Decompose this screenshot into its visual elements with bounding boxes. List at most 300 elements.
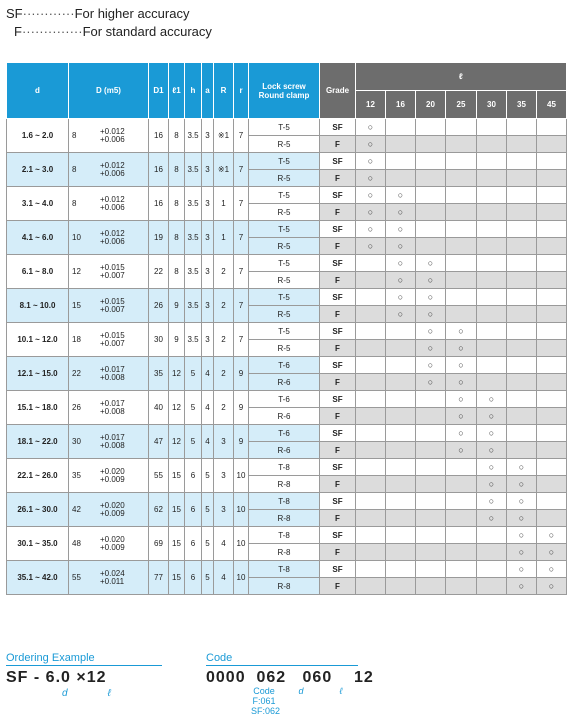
- availability-mark-12: [356, 561, 386, 578]
- availability-mark-12: [356, 459, 386, 476]
- availability-mark-30: ○: [477, 459, 507, 476]
- code-part-3: 060: [302, 669, 333, 686]
- code-divider: [206, 665, 358, 666]
- tolerance-upper: +0.015: [100, 296, 125, 306]
- cell-r: 9: [234, 357, 249, 391]
- availability-mark-45: [537, 255, 567, 272]
- cell-D-group: [69, 527, 149, 561]
- code-note-f: F:061: [252, 696, 276, 706]
- availability-mark-35: [507, 170, 537, 187]
- cell-r: 9: [234, 391, 249, 425]
- code-title: Code: [206, 652, 233, 664]
- table-row: [7, 153, 567, 170]
- cell-l1: 12: [169, 357, 185, 391]
- availability-mark-30: ○: [477, 476, 507, 493]
- availability-mark-16: ○: [386, 204, 416, 221]
- tolerance-lower: +0.008: [100, 440, 125, 450]
- col-lock: [249, 63, 320, 119]
- tolerance-upper: +0.020: [100, 534, 125, 544]
- availability-mark-35: ○: [507, 561, 537, 578]
- availability-mark-20: [416, 408, 446, 425]
- availability-mark-45: [537, 119, 567, 136]
- tolerance-lower: +0.006: [100, 134, 125, 144]
- ordering-sub-d: d: [62, 688, 68, 699]
- availability-mark-16: [386, 374, 416, 391]
- cell-a: 4: [202, 425, 214, 459]
- availability-mark-16: ○: [386, 272, 416, 289]
- tolerance-upper: +0.017: [100, 398, 125, 408]
- cell-lock-screw: T-5: [249, 255, 320, 272]
- availability-mark-30: ○: [477, 425, 507, 442]
- cell-h: 5: [185, 357, 202, 391]
- cell-l1: 8: [169, 187, 185, 221]
- cell-r: 7: [234, 323, 249, 357]
- cell-a: 5: [202, 561, 214, 595]
- cell-r: 7: [234, 289, 249, 323]
- availability-mark-35: ○: [507, 493, 537, 510]
- cell-l1: 12: [169, 425, 185, 459]
- availability-mark-30: ○: [477, 442, 507, 459]
- cell-D1: 40: [149, 391, 169, 425]
- availability-mark-20: [416, 136, 446, 153]
- cell-tolerance: [100, 298, 125, 314]
- availability-mark-25: [446, 306, 477, 323]
- table-row: [7, 119, 567, 136]
- cell-d: 15.1 ~ 18.0: [7, 391, 69, 425]
- availability-mark-20: ○: [416, 272, 446, 289]
- table-row: [7, 391, 567, 408]
- cell-tolerance: [100, 128, 125, 144]
- cell-grade: F: [320, 476, 356, 493]
- cell-D: 30: [72, 437, 81, 446]
- availability-mark-45: [537, 238, 567, 255]
- availability-mark-12: [356, 510, 386, 527]
- availability-mark-30: [477, 238, 507, 255]
- cell-grade: F: [320, 408, 356, 425]
- tolerance-lower: +0.006: [100, 168, 125, 178]
- cell-D: 26: [72, 403, 81, 412]
- cell-tolerance: [100, 332, 125, 348]
- availability-mark-12: [356, 442, 386, 459]
- table-row: [7, 187, 567, 204]
- tolerance-upper: +0.020: [100, 466, 125, 476]
- cell-r: 7: [234, 119, 249, 153]
- cell-round-clamp: R-8: [249, 510, 320, 527]
- availability-mark-45: [537, 340, 567, 357]
- availability-mark-45: [537, 459, 567, 476]
- cell-tolerance: [100, 434, 125, 450]
- tolerance-lower: +0.011: [100, 576, 125, 586]
- ordering-example-value: SF - 6.0 ×12: [6, 669, 107, 686]
- cell-grade: SF: [320, 323, 356, 340]
- availability-mark-12: ○: [356, 153, 386, 170]
- cell-D1: 62: [149, 493, 169, 527]
- cell-tolerance: [100, 230, 125, 246]
- code-part-4: 12: [354, 669, 374, 686]
- availability-mark-25: ○: [446, 408, 477, 425]
- table-row: [7, 357, 567, 374]
- availability-mark-35: [507, 272, 537, 289]
- tolerance-lower: +0.007: [100, 304, 125, 314]
- availability-mark-35: [507, 357, 537, 374]
- cell-lock-screw: T-8: [249, 493, 320, 510]
- cell-D1: 35: [149, 357, 169, 391]
- availability-mark-45: [537, 425, 567, 442]
- col-length-12: 12: [356, 91, 386, 119]
- cell-l1: 8: [169, 221, 185, 255]
- cell-l1: 8: [169, 255, 185, 289]
- cell-round-clamp: R-5: [249, 340, 320, 357]
- ordering-sub-l: ℓ: [107, 688, 111, 699]
- cell-h: 3.5: [185, 187, 202, 221]
- cell-tolerance: [100, 502, 125, 518]
- availability-mark-20: [416, 476, 446, 493]
- cell-h: 6: [185, 459, 202, 493]
- cell-l1: 8: [169, 119, 185, 153]
- legend-dots: ············: [22, 6, 75, 21]
- cell-grade: F: [320, 238, 356, 255]
- cell-lock-screw: T-8: [249, 561, 320, 578]
- availability-mark-25: [446, 578, 477, 595]
- cell-grade: SF: [320, 493, 356, 510]
- cell-R: ※1: [214, 119, 234, 153]
- availability-mark-20: ○: [416, 255, 446, 272]
- availability-mark-35: [507, 255, 537, 272]
- availability-mark-20: [416, 459, 446, 476]
- availability-mark-16: [386, 459, 416, 476]
- cell-D: 22: [72, 369, 81, 378]
- cell-R: 1: [214, 221, 234, 255]
- availability-mark-30: ○: [477, 408, 507, 425]
- availability-mark-25: [446, 289, 477, 306]
- cell-D1: 30: [149, 323, 169, 357]
- availability-mark-45: ○: [537, 578, 567, 595]
- availability-mark-12: [356, 425, 386, 442]
- cell-lock-screw: T-5: [249, 289, 320, 306]
- availability-mark-12: [356, 527, 386, 544]
- code-note-sf: SF:062: [251, 706, 281, 716]
- availability-mark-30: [477, 544, 507, 561]
- cell-d: 1.6 ~ 2.0: [7, 119, 69, 153]
- cell-l1: 8: [169, 153, 185, 187]
- cell-D: 8: [72, 165, 77, 174]
- availability-mark-45: [537, 221, 567, 238]
- availability-mark-25: [446, 204, 477, 221]
- cell-D1: 55: [149, 459, 169, 493]
- col-length-45: 45: [537, 91, 567, 119]
- availability-mark-30: [477, 340, 507, 357]
- availability-mark-16: [386, 476, 416, 493]
- cell-a: 3: [202, 119, 214, 153]
- cell-R: 4: [214, 527, 234, 561]
- availability-mark-16: ○: [386, 289, 416, 306]
- cell-l1: 15: [169, 561, 185, 595]
- cell-D: 8: [72, 199, 77, 208]
- availability-mark-35: [507, 340, 537, 357]
- cell-d: 10.1 ~ 12.0: [7, 323, 69, 357]
- availability-mark-12: [356, 289, 386, 306]
- availability-mark-25: [446, 544, 477, 561]
- availability-mark-16: [386, 561, 416, 578]
- availability-mark-20: ○: [416, 289, 446, 306]
- cell-d: 2.1 ~ 3.0: [7, 153, 69, 187]
- availability-mark-45: [537, 442, 567, 459]
- cell-grade: SF: [320, 289, 356, 306]
- cell-lock-screw: T-6: [249, 425, 320, 442]
- tolerance-lower: +0.008: [100, 372, 125, 382]
- cell-D1: 69: [149, 527, 169, 561]
- cell-round-clamp: R-5: [249, 306, 320, 323]
- availability-mark-45: [537, 357, 567, 374]
- col-length-35: 35: [507, 91, 537, 119]
- cell-R: ※1: [214, 153, 234, 187]
- availability-mark-30: ○: [477, 510, 507, 527]
- table-row: [7, 527, 567, 544]
- cell-grade: F: [320, 374, 356, 391]
- cell-lock-screw: T-8: [249, 459, 320, 476]
- availability-mark-16: [386, 340, 416, 357]
- availability-mark-12: ○: [356, 136, 386, 153]
- cell-h: 5: [185, 391, 202, 425]
- cell-grade: F: [320, 306, 356, 323]
- availability-mark-20: ○: [416, 323, 446, 340]
- cell-D1: 16: [149, 119, 169, 153]
- availability-mark-16: [386, 442, 416, 459]
- cell-a: 3: [202, 153, 214, 187]
- cell-a: 4: [202, 357, 214, 391]
- availability-mark-25: [446, 527, 477, 544]
- cell-D1: 22: [149, 255, 169, 289]
- cell-r: 10: [234, 459, 249, 493]
- cell-R: 2: [214, 289, 234, 323]
- cell-round-clamp: R-8: [249, 578, 320, 595]
- cell-h: 3.5: [185, 323, 202, 357]
- tolerance-upper: +0.012: [100, 126, 125, 136]
- availability-mark-12: ○: [356, 170, 386, 187]
- cell-D1: 16: [149, 187, 169, 221]
- cell-h: 3.5: [185, 289, 202, 323]
- availability-mark-25: [446, 153, 477, 170]
- legend-sf: [6, 6, 189, 22]
- cell-round-clamp: R-8: [249, 476, 320, 493]
- availability-mark-12: [356, 493, 386, 510]
- cell-a: 5: [202, 459, 214, 493]
- cell-D-group: [69, 187, 149, 221]
- availability-mark-45: [537, 306, 567, 323]
- availability-mark-25: [446, 170, 477, 187]
- tolerance-upper: +0.017: [100, 364, 125, 374]
- cell-h: 6: [185, 493, 202, 527]
- availability-mark-45: [537, 170, 567, 187]
- tolerance-upper: +0.012: [100, 228, 125, 238]
- availability-mark-30: [477, 170, 507, 187]
- cell-round-clamp: R-5: [249, 272, 320, 289]
- cell-D-group: [69, 493, 149, 527]
- cell-round-clamp: R-8: [249, 544, 320, 561]
- legend-dots: ··············: [21, 24, 83, 39]
- availability-mark-30: [477, 119, 507, 136]
- tolerance-upper: +0.017: [100, 432, 125, 442]
- availability-mark-30: [477, 136, 507, 153]
- cell-tolerance: [100, 366, 125, 382]
- cell-R: 1: [214, 187, 234, 221]
- legend-f: [14, 24, 212, 40]
- availability-mark-12: [356, 408, 386, 425]
- col-length-30: 30: [477, 91, 507, 119]
- col-h: h: [185, 63, 202, 119]
- availability-mark-45: [537, 374, 567, 391]
- cell-round-clamp: R-5: [249, 136, 320, 153]
- availability-mark-45: [537, 510, 567, 527]
- availability-mark-25: [446, 510, 477, 527]
- cell-l1: 9: [169, 289, 185, 323]
- availability-mark-25: [446, 255, 477, 272]
- cell-tolerance: [100, 468, 125, 484]
- code-note-grade: [251, 686, 281, 716]
- availability-mark-30: [477, 255, 507, 272]
- availability-mark-35: [507, 306, 537, 323]
- availability-mark-25: [446, 238, 477, 255]
- availability-mark-35: ○: [507, 527, 537, 544]
- availability-mark-16: [386, 544, 416, 561]
- tolerance-upper: +0.012: [100, 160, 125, 170]
- cell-a: 3: [202, 221, 214, 255]
- availability-mark-25: ○: [446, 391, 477, 408]
- availability-mark-25: [446, 493, 477, 510]
- cell-round-clamp: R-5: [249, 170, 320, 187]
- availability-mark-25: [446, 136, 477, 153]
- tolerance-upper: +0.020: [100, 500, 125, 510]
- availability-mark-12: ○: [356, 187, 386, 204]
- cell-h: 3.5: [185, 221, 202, 255]
- availability-mark-35: [507, 374, 537, 391]
- availability-mark-35: [507, 408, 537, 425]
- tolerance-upper: +0.015: [100, 330, 125, 340]
- cell-tolerance: [100, 536, 125, 552]
- availability-mark-45: [537, 153, 567, 170]
- availability-mark-45: [537, 204, 567, 221]
- spec-table: [6, 62, 567, 595]
- col-r: r: [234, 63, 249, 119]
- cell-D: 35: [72, 471, 81, 480]
- availability-mark-35: [507, 323, 537, 340]
- cell-R: 2: [214, 391, 234, 425]
- availability-mark-25: ○: [446, 425, 477, 442]
- cell-l1: 15: [169, 459, 185, 493]
- availability-mark-35: [507, 187, 537, 204]
- cell-h: 3.5: [185, 255, 202, 289]
- col-grade: Grade: [320, 63, 356, 119]
- tolerance-lower: +0.007: [100, 270, 125, 280]
- legend-key: F: [14, 24, 22, 39]
- availability-mark-25: [446, 272, 477, 289]
- availability-mark-25: [446, 561, 477, 578]
- cell-lock-screw: T-5: [249, 119, 320, 136]
- availability-mark-45: [537, 136, 567, 153]
- cell-grade: SF: [320, 221, 356, 238]
- code-value: [206, 669, 374, 687]
- cell-R: 2: [214, 323, 234, 357]
- cell-a: 5: [202, 493, 214, 527]
- cell-tolerance: [100, 570, 125, 586]
- availability-mark-16: [386, 153, 416, 170]
- availability-mark-45: [537, 289, 567, 306]
- tolerance-lower: +0.008: [100, 406, 125, 416]
- availability-mark-12: [356, 357, 386, 374]
- availability-mark-16: [386, 578, 416, 595]
- code-part-1: 0000: [206, 669, 246, 686]
- availability-mark-35: [507, 391, 537, 408]
- col-R: R: [214, 63, 234, 119]
- availability-mark-25: [446, 459, 477, 476]
- cell-lock-screw: T-8: [249, 527, 320, 544]
- availability-mark-16: ○: [386, 306, 416, 323]
- availability-mark-35: [507, 119, 537, 136]
- availability-mark-25: ○: [446, 374, 477, 391]
- table-row: [7, 289, 567, 306]
- availability-mark-12: [356, 374, 386, 391]
- availability-mark-45: ○: [537, 544, 567, 561]
- cell-D: 18: [72, 335, 81, 344]
- legend-text: For higher accuracy: [74, 6, 190, 21]
- cell-D1: 47: [149, 425, 169, 459]
- cell-D-group: [69, 255, 149, 289]
- availability-mark-35: [507, 442, 537, 459]
- cell-round-clamp: R-6: [249, 408, 320, 425]
- cell-D-group: [69, 153, 149, 187]
- cell-grade: F: [320, 544, 356, 561]
- cell-a: 3: [202, 255, 214, 289]
- tolerance-lower: +0.009: [100, 508, 125, 518]
- cell-d: 26.1 ~ 30.0: [7, 493, 69, 527]
- availability-mark-20: [416, 238, 446, 255]
- availability-mark-30: [477, 578, 507, 595]
- availability-mark-12: ○: [356, 221, 386, 238]
- availability-mark-45: [537, 323, 567, 340]
- availability-mark-20: [416, 170, 446, 187]
- availability-mark-20: ○: [416, 306, 446, 323]
- availability-mark-16: [386, 408, 416, 425]
- code-part-2: 062: [256, 669, 287, 686]
- availability-mark-45: ○: [537, 527, 567, 544]
- legend-text: For standard accuracy: [82, 24, 212, 39]
- cell-R: 3: [214, 425, 234, 459]
- col-D1: D1: [149, 63, 169, 119]
- cell-h: 5: [185, 425, 202, 459]
- availability-mark-30: [477, 204, 507, 221]
- availability-mark-12: [356, 306, 386, 323]
- cell-a: 3: [202, 289, 214, 323]
- cell-round-clamp: R-6: [249, 442, 320, 459]
- availability-mark-16: [386, 170, 416, 187]
- cell-R: 3: [214, 459, 234, 493]
- availability-mark-30: [477, 289, 507, 306]
- cell-a: 4: [202, 391, 214, 425]
- cell-d: 35.1 ~ 42.0: [7, 561, 69, 595]
- col-length-16: 16: [386, 91, 416, 119]
- availability-mark-12: ○: [356, 119, 386, 136]
- availability-mark-25: ○: [446, 323, 477, 340]
- table-row: [7, 561, 567, 578]
- availability-mark-16: [386, 425, 416, 442]
- tolerance-upper: +0.024: [100, 568, 125, 578]
- code-note-d: d: [298, 686, 304, 696]
- cell-D: 10: [72, 233, 81, 242]
- availability-mark-25: ○: [446, 442, 477, 459]
- cell-D1: 26: [149, 289, 169, 323]
- availability-mark-45: ○: [537, 561, 567, 578]
- availability-mark-45: [537, 493, 567, 510]
